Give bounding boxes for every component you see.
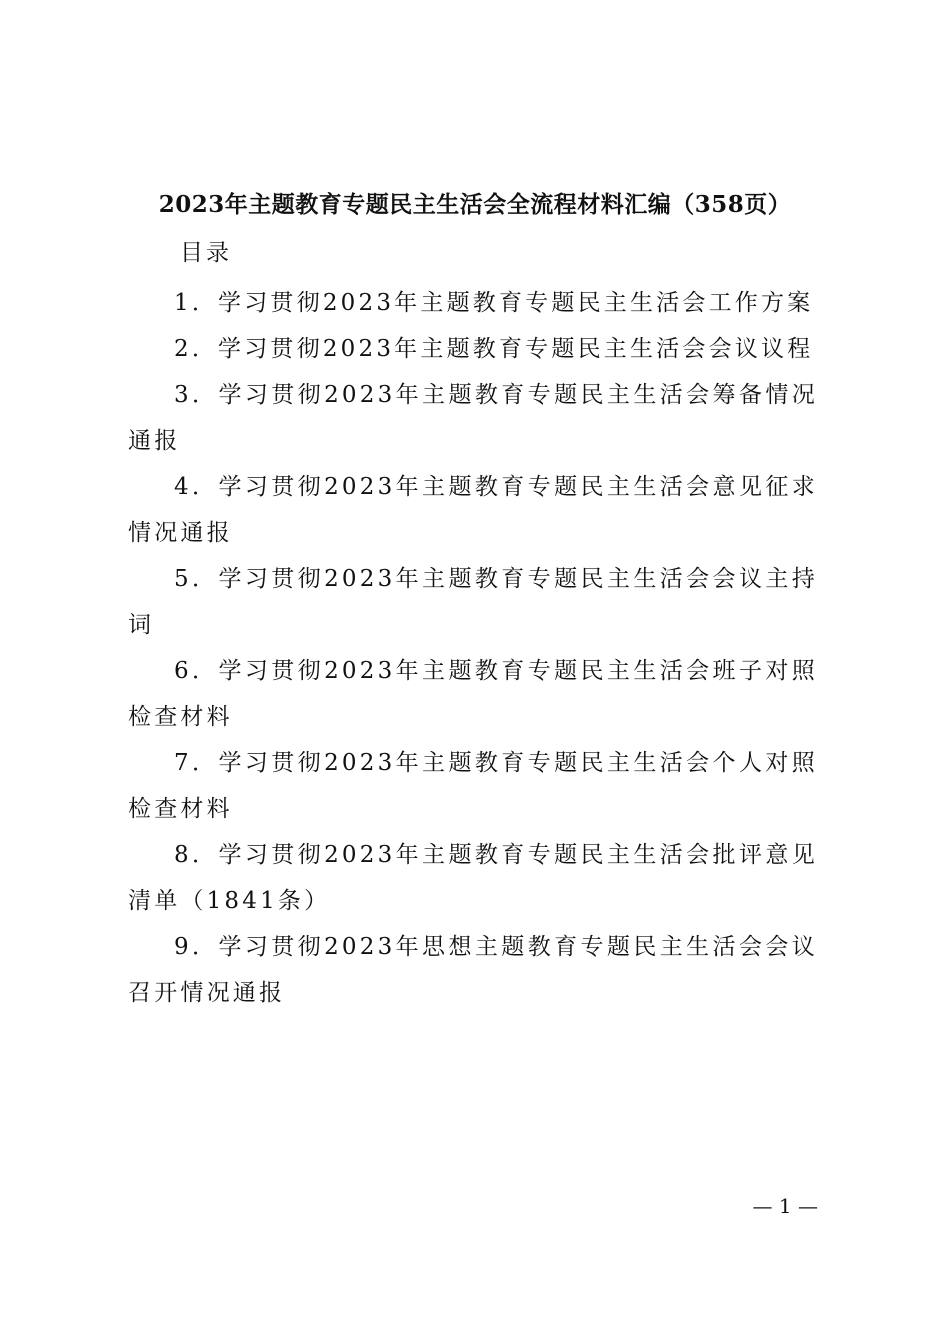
toc-item: 8．学习贯彻2023年主题教育专题民主生活会批评意见清单（1841条）: [128, 842, 818, 914]
toc-item: 4．学习贯彻2023年主题教育专题民主生活会意见征求情况通报: [128, 474, 818, 546]
toc-item: 7．学习贯彻2023年主题教育专题民主生活会个人对照检查材料: [128, 750, 818, 822]
document-title: 2023年主题教育专题民主生活会全流程材料汇编（358页）: [158, 191, 792, 218]
toc-item: 2．学习贯彻2023年主题教育专题民主生活会会议议程: [174, 336, 814, 362]
toc-item: 1．学习贯彻2023年主题教育专题民主生活会工作方案: [174, 290, 814, 316]
toc-item: 6．学习贯彻2023年主题教育专题民主生活会班子对照检查材料: [128, 658, 818, 730]
toc-item: 3．学习贯彻2023年主题教育专题民主生活会筹备情况通报: [128, 382, 818, 454]
page-number: — 1 —: [752, 1194, 818, 1218]
toc-item: 5．学习贯彻2023年主题教育专题民主生活会会议主持词: [128, 566, 818, 638]
toc-heading: 目录: [180, 240, 232, 266]
toc-list: [128, 280, 818, 1016]
toc-item: 9．学习贯彻2023年思想主题教育专题民主生活会会议召开情况通报: [128, 934, 818, 1006]
